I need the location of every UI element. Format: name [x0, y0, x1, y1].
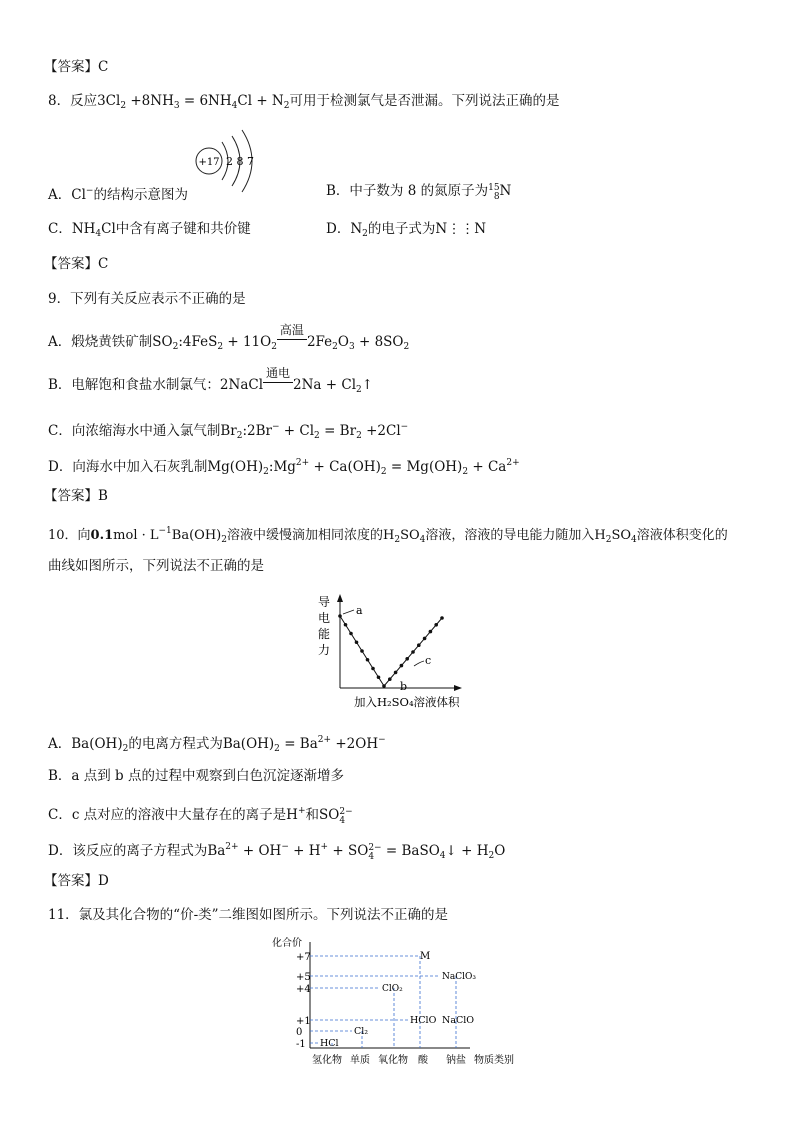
tick-minus1: -1: [296, 1039, 306, 1050]
q9-option-a: A．煅烧黄铁矿制$SO_2:4FeS_2 + 11O_2$ 高温 $2Fe_2O_3 + 8SO_2$: [48, 323, 410, 352]
y-axis-title: 化合价: [272, 938, 302, 949]
point-c-label: c: [425, 654, 432, 667]
tick-plus7: +7: [296, 952, 311, 963]
y-axis-label-4: 力: [318, 643, 331, 657]
q9-stem: 9．下列有关反应表示不正确的是: [48, 291, 246, 307]
curve-dot-14: [417, 643, 421, 647]
q10-option-b: B．a 点到 b 点的过程中观察到白色沉淀逐渐增多: [48, 768, 344, 784]
q10-option-a: A．$Ba(OH)_2$的电离方程式为$Ba(OH)_2 = Ba^{2+} +2OH^-$: [48, 735, 386, 754]
x-label-oxide: 氧化物: [378, 1055, 408, 1066]
point-m: M: [420, 951, 431, 962]
q11-stem: 11．氯及其化合物的“价-类”二维图如图所示。下列说法不正确的是: [48, 907, 449, 923]
tick-plus4: +4: [296, 984, 311, 995]
curve-dot-18: [440, 616, 444, 620]
point-a-label: a: [356, 604, 363, 617]
q9-answer: 【答案】B: [44, 488, 108, 504]
tick-zero: 0: [296, 1027, 303, 1038]
x-label-sodium-salt: 钠盐: [446, 1055, 466, 1066]
point-cl2: Cl₂: [354, 1026, 369, 1037]
valence-class-diagram: [270, 934, 530, 1074]
point-hcl: HCl: [320, 1038, 339, 1049]
curve-dot-8: [382, 684, 386, 688]
x-axis-label: 加入H₂SO₄溶液体积: [354, 695, 460, 709]
x-label-acid: 酸: [418, 1055, 428, 1066]
q10-stem-line2: 曲线如图所示，下列说法不正确的是: [48, 558, 264, 574]
x-label-hydride: 氢化物: [312, 1055, 342, 1066]
nucleus-label: +17: [198, 157, 220, 168]
q8-option-c: C．$NH_4Cl$中含有离子键和共价键: [48, 221, 251, 239]
q8-stem: 8．反应$3Cl_2 +8NH_3 = 6NH_4Cl + N_2$可用于检测氯气是否泄漏。下列说法正确的是: [48, 93, 560, 111]
point-b-label: b: [400, 680, 408, 693]
q8-answer: 【答案】C: [44, 256, 109, 272]
curve-dot-6: [371, 667, 375, 671]
q9-option-c: C．向浓缩海水中通入氯气制$Br_2:2Br^- + Cl_2 = Br_2 +2Cl^-$: [48, 422, 409, 441]
point-clo2: ClO₂: [382, 984, 403, 994]
curve-dot-1: [344, 623, 348, 627]
curve-dot-2: [349, 632, 353, 636]
point-hclo: HClO: [410, 1015, 437, 1026]
curve-dot-0: [338, 614, 342, 618]
curve-dot-10: [394, 671, 398, 675]
curve-dot-4: [360, 649, 364, 653]
curve-dot-3: [355, 640, 359, 644]
y-axis-label-1: 导: [318, 595, 331, 609]
point-naclo: NaClO: [442, 1015, 475, 1026]
q10-stem-line1: 10．向$0.1mol \cdot L^{-1}Ba(OH)_2$溶液中缓慢滴加相同浓度的$H_2SO_4$溶液，溶液的导电能力随加入$H_2SO_4$溶液体积变化的: [48, 526, 728, 545]
q8-option-d: D．$N_2$的电子式为N⋮⋮N: [326, 221, 486, 239]
point-naclo3: NaClO₃: [442, 972, 476, 982]
q10-answer: 【答案】D: [44, 873, 109, 889]
curve-dot-17: [434, 623, 438, 627]
x-label-element: 单质: [350, 1055, 370, 1066]
curve-dot-16: [429, 630, 433, 634]
q9-option-b: B．电解饱和食盐水制氯气：2NaCl 通电 $2Na + Cl_2↑$: [48, 366, 374, 395]
tick-plus1: +1: [296, 1016, 311, 1027]
curve-dot-5: [366, 658, 370, 662]
tick-plus5: +5: [296, 972, 311, 983]
q8-option-a: A．Cl−的结构示意图为: [48, 186, 188, 203]
q7-answer: 【答案】C: [44, 59, 109, 75]
q10-option-d: D．该反应的离子方程式为$Ba^{2+} + OH^- + H^+$ + SO 2− 4 = BaSO$_4$↓ + $H_2O$: [48, 842, 506, 862]
shell-electrons-label: 2 8 7: [226, 155, 254, 168]
curve-dot-11: [400, 664, 404, 668]
q8-option-b: B．中子数为 8 的氮原子为 15 8 N: [326, 183, 512, 202]
curve-dot-9: [388, 677, 392, 681]
y-axis-label-2: 电: [318, 611, 331, 625]
y-axis-label-3: 能: [318, 627, 331, 641]
curve-dot-13: [411, 650, 415, 654]
conductivity-graph: [312, 590, 482, 714]
curve-dot-15: [423, 637, 427, 641]
q9-option-d: D．向海水中加入石灰乳制$Mg(OH)_2:Mg^{2+} + Ca(OH)_2 = Mg(OH)_2 + Ca^{2+}$: [48, 458, 520, 477]
q10-option-c: C．c 点对应的溶液中大量存在的离子是H+和SO 2− 4: [48, 806, 353, 826]
x-label-class: 物质类别: [474, 1055, 514, 1066]
curve-dot-12: [405, 657, 409, 661]
chlorine-ion-structure-diagram: [192, 128, 272, 196]
curve-dot-7: [377, 675, 381, 679]
